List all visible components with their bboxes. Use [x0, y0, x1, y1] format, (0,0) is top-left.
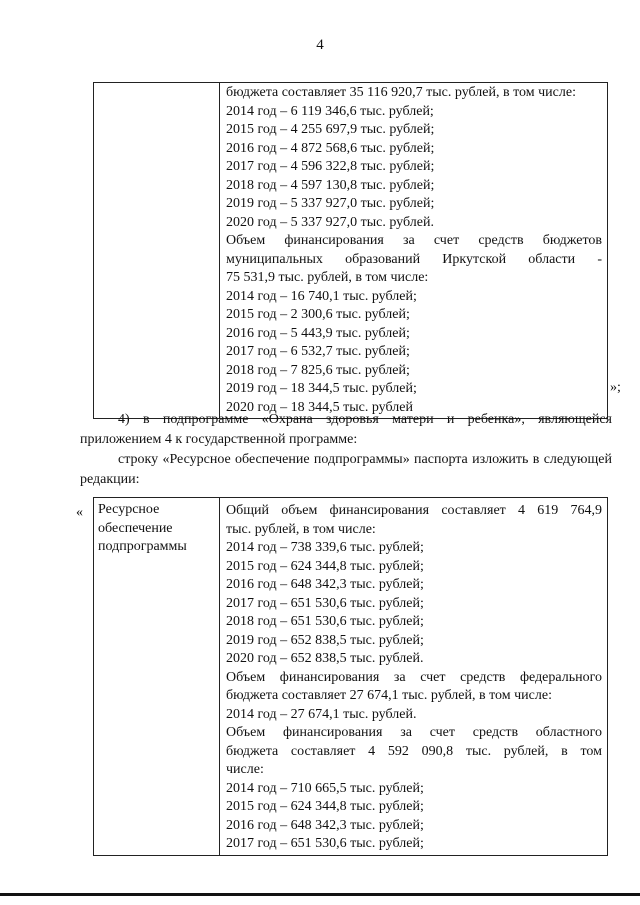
resource-table-new	[93, 497, 608, 856]
table-line: 2018 год – 7 825,6 тыс. рублей;	[226, 362, 410, 378]
table-line: 2020 год – 652 838,5 тыс. рублей.	[226, 651, 424, 666]
table-line: 2016 год – 648 342,3 тыс. рублей;	[226, 577, 424, 592]
table2-label-cell	[94, 498, 220, 856]
paragraph-item-4-text: 4) в подпрограмме «Охрана здоровья матери и ребенка», являющейся приложением 4 к государственной программе:	[80, 412, 612, 447]
table-line: 75 531,9 тыс. рублей, в том числе:	[226, 270, 429, 285]
table-line: бюджета составляет 4 592 090,8 тыс. рублей, в том	[226, 743, 602, 759]
table-line: бюджета составляет 35 116 920,7 тыс. рублей, в том числе:	[226, 85, 576, 100]
table-line: 2019 год – 5 337 927,0 тыс. рублей;	[226, 196, 435, 211]
table-line: 2019 год – 18 344,5 тыс. рублей;	[226, 381, 417, 396]
table-line: 2017 год – 651 530,6 тыс. рублей;	[226, 595, 424, 611]
row-label-line: Ресурсное	[98, 502, 160, 517]
closing-quote-mark: »;	[610, 380, 621, 395]
table2-content-cell	[220, 498, 608, 856]
table-line: 2017 год – 6 532,7 тыс. рублей;	[226, 344, 410, 359]
page-bottom-rule	[0, 893, 640, 896]
table-line: 2014 год – 27 674,1 тыс. рублей.	[226, 706, 417, 722]
table-line: Общий объем финансирования составляет 4 619 764,9	[226, 503, 602, 518]
paragraph-item-4	[80, 410, 612, 450]
paragraph-instruction-text: строку «Ресурсное обеспечение подпрограммы» паспорта изложить в следующей редакции:	[80, 452, 612, 487]
table-line: Объем финансирования за счет средств федерального	[226, 669, 602, 685]
paragraph-instruction	[80, 450, 612, 490]
table-line: 2014 год – 738 339,6 тыс. рублей;	[226, 540, 424, 555]
table1-content-cell	[220, 83, 608, 419]
table-line: 2017 год – 651 530,6 тыс. рублей;	[226, 836, 424, 851]
opening-quote-mark: «	[76, 505, 83, 520]
resource-table-continued	[93, 82, 608, 419]
table-line: 2014 год – 16 740,1 тыс. рублей;	[226, 288, 417, 304]
table-line: 2016 год – 4 872 568,6 тыс. рублей;	[226, 140, 435, 156]
table-line: Объем финансирования за счет средств бюджетов	[226, 233, 602, 248]
row-label-line: подпрограммы	[98, 539, 187, 554]
table-line: 2015 год – 624 344,8 тыс. рублей;	[226, 558, 424, 574]
table-line: 2018 год – 651 530,6 тыс. рублей;	[226, 614, 424, 629]
table-line: Объем финансирования за счет средств областного	[226, 725, 602, 740]
table-line: 2020 год – 18 344,5 тыс. рублей	[226, 399, 413, 415]
table-line: тыс. рублей, в том числе:	[226, 521, 376, 537]
table1-label-cell	[94, 83, 220, 419]
table-line: 2019 год – 652 838,5 тыс. рублей;	[226, 632, 424, 648]
table-line: числе:	[226, 762, 264, 777]
table-line: 2017 год – 4 596 322,8 тыс. рублей;	[226, 159, 435, 174]
table-line: 2018 год – 4 597 130,8 тыс. рублей;	[226, 177, 435, 193]
table-line: 2015 год – 2 300,6 тыс. рублей;	[226, 307, 410, 322]
page-number: 4	[316, 37, 324, 53]
table-line: 2015 год – 624 344,8 тыс. рублей;	[226, 799, 424, 814]
table-line: бюджета составляет 27 674,1 тыс. рублей, в том числе:	[226, 688, 552, 703]
table-line: муниципальных образований Иркутской области -	[226, 251, 602, 267]
table-line: 2016 год – 5 443,9 тыс. рублей;	[226, 325, 410, 341]
table-line: 2014 год – 710 665,5 тыс. рублей;	[226, 780, 424, 796]
table-line: 2016 год – 648 342,3 тыс. рублей;	[226, 817, 424, 833]
table-line: 2015 год – 4 255 697,9 тыс. рублей;	[226, 122, 435, 137]
row-label-line: обеспечение	[98, 520, 173, 536]
table-line: 2014 год – 6 119 346,6 тыс. рублей;	[226, 103, 434, 119]
table-line: 2020 год – 5 337 927,0 тыс. рублей.	[226, 214, 434, 230]
